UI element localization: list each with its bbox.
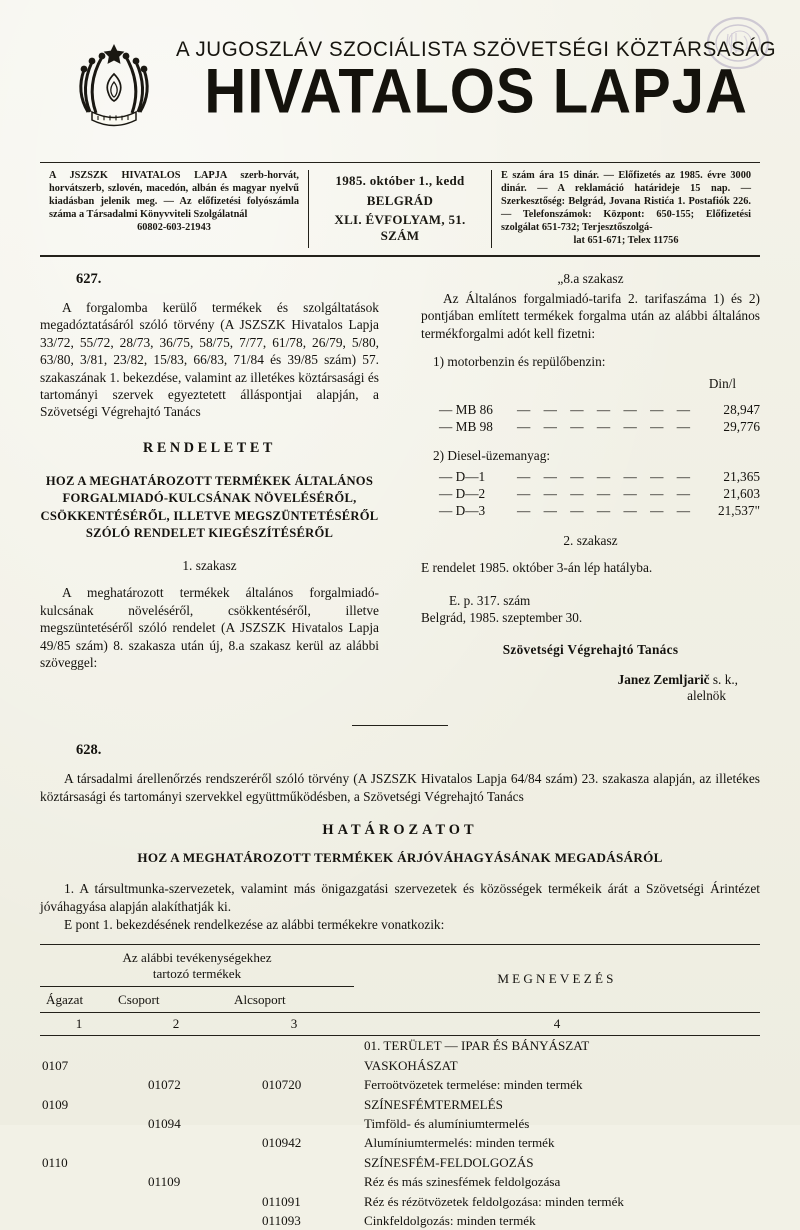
cell-alcsoport: 010942 xyxy=(262,1135,302,1151)
signatory-suffix: s. k., xyxy=(712,671,738,687)
cell-megnevezes: SZÍNESFÉMTERMELÉS xyxy=(364,1096,503,1112)
cell-alcsoport xyxy=(234,1114,354,1133)
info-subscription-note xyxy=(492,170,760,248)
price-dashes: — — — — — — — xyxy=(517,402,696,418)
table-row xyxy=(40,1075,760,1094)
cell-csoport xyxy=(118,1153,234,1172)
cell-alcsoport xyxy=(234,1056,354,1075)
table-header-agazat: Ágazat xyxy=(40,987,118,1013)
cell-csoport xyxy=(118,1211,234,1230)
cell-csoport xyxy=(118,1095,234,1114)
act627-signatory-role: alelnök xyxy=(687,687,726,703)
signatory-name: Janez Zemljarič xyxy=(617,671,710,687)
price-value: 21,537" xyxy=(718,503,760,519)
price-value: 29,776 xyxy=(723,419,760,435)
issue-date: 1985. október 1., kedd xyxy=(335,173,465,189)
cell-agazat: 0110 xyxy=(42,1154,68,1170)
section-divider-rule xyxy=(352,725,448,726)
info-left-account: 60802-603-21943 xyxy=(137,221,211,233)
masthead-title: HIVATALOS LAPJA xyxy=(204,56,748,127)
act-number-627: 627. xyxy=(76,270,102,287)
table-row xyxy=(40,1211,760,1230)
cell-agazat xyxy=(40,1036,118,1055)
table-header-alcsoport: Alcsoport xyxy=(234,987,354,1013)
products-table xyxy=(40,944,760,1230)
price-label: — MB 98 xyxy=(439,419,493,435)
colnum-3: 3 xyxy=(234,1013,354,1036)
price-value: 21,365 xyxy=(723,468,760,484)
cell-alcsoport xyxy=(234,1172,354,1191)
act627-subhead: HOZ A MEGHATÁROZOTT TERMÉKEK ÁLTALÁNOS FORGALMIADÓ-KULCSÁNAK NÖVELÉSÉRŐL, CSÖKKENTÉSÉRŐL, ILLETVE MEGSZÜNTETÉSÉRŐL SZÓLÓ RENDELET KIEGÉSZÍTÉSÉRŐL xyxy=(40,473,379,540)
cell-alcsoport xyxy=(234,1095,354,1114)
table-column-numbers xyxy=(40,1013,760,1036)
table-header-megnevezes: MEGNEVEZÉS xyxy=(497,971,617,987)
info-left-text: A JSZSZK HIVATALOS LAPJA szerb-horvát, horvátszerb, szlovén, macedón, albán és magyar nyelvű kiadásban jelenik meg. — Az előfizetési folyószámla száma a Társadalmi Könyvviteli Szolgálatnál xyxy=(49,170,299,220)
colnum-1: 1 xyxy=(40,1013,118,1036)
table-header-csoport: Csoport xyxy=(118,987,234,1013)
cell-agazat: 0107 xyxy=(42,1057,69,1073)
cell-csoport xyxy=(118,1133,234,1152)
yugoslav-state-emblem xyxy=(66,40,162,144)
price-value: 21,603 xyxy=(723,485,760,501)
two-column-area xyxy=(40,271,760,704)
act628-point1b: E pont 1. bekezdésének rendelkezése az alábbi termékekre vonatkozik: xyxy=(64,916,445,932)
price-list-benzin xyxy=(421,401,760,436)
price-label: — MB 86 xyxy=(439,402,493,418)
table-row xyxy=(40,1153,760,1172)
cell-alcsoport xyxy=(234,1036,354,1055)
act627-group1-label: 1) motorbenzin és repülőbenzin: xyxy=(433,354,606,370)
act627-quoted-text: Az Általános forgalmiadó-tarifa 2. tarifaszáma 1) és 2) pontjában említett termékek forgalma után az alábbi általános termékforgalmi adót kell fizetni: xyxy=(421,290,760,341)
document-body xyxy=(0,271,800,1230)
price-row xyxy=(421,502,760,519)
act627-sign-number: E. p. 317. szám xyxy=(449,592,531,608)
act628-subhead: HOZ A MEGHATÁROZOTT TERMÉKEK ÁRJÓVÁHAGYÁSÁNAK MEGADÁSÁRÓL xyxy=(137,850,663,866)
info-publication-note xyxy=(40,170,309,248)
info-issue-block xyxy=(309,170,492,248)
cell-agazat xyxy=(40,1114,118,1133)
price-row xyxy=(421,485,760,502)
info-right-text: E szám ára 15 dinár. — Előfizetés az 1985. évre 3000 dinár. — A reklamáció határideje 15 nap. — Szerkesztőség: Belgrád, Jovana Ristića 1. Postafiók 226. — Telefonszámok: Központ: 650-155; Előfizetési szolgálat 651-732; Terjesztőszolgá- xyxy=(501,170,751,233)
price-label: — D—1 xyxy=(439,468,486,484)
cell-alcsoport xyxy=(234,1153,354,1172)
cell-csoport xyxy=(118,1192,234,1211)
table-row xyxy=(40,1036,760,1055)
act-628 xyxy=(40,742,760,1230)
table-row xyxy=(40,1192,760,1211)
cell-agazat xyxy=(40,1192,118,1211)
column-left xyxy=(40,271,400,704)
act627-signing-body: Szövetségi Végrehajtó Tanács xyxy=(502,641,679,657)
cell-megnevezes: Réz és más szinesfémek feldolgozása xyxy=(364,1174,561,1190)
act627-sign-city: Belgrád, 1985. szeptember 30. xyxy=(421,609,583,625)
act627-signatory xyxy=(421,672,760,688)
cell-megnevezes: Cinkfeldolgozás: minden termék xyxy=(364,1212,536,1228)
cell-agazat xyxy=(40,1133,118,1152)
info-right-telex: lat 651-671; Telex 11756 xyxy=(573,234,679,246)
price-dashes: — — — — — — — xyxy=(517,419,696,435)
price-dashes: — — — — — — — xyxy=(517,485,696,501)
cell-agazat xyxy=(40,1172,118,1191)
column-right xyxy=(400,271,760,704)
act628-point1: 1. A társultmunka-szervezetek, valamint más önigazgatási szervezetek és közösségek termékeik árát a Szövetségi Árintézet jóváhagyása alapján alakíthatják ki. xyxy=(40,881,760,914)
cell-megnevezes: 01. TERÜLET — IPAR ÉS BÁNYÁSZAT xyxy=(364,1038,590,1054)
price-label: — D—3 xyxy=(439,503,486,519)
act628-decision-word: HATÁROZATOT xyxy=(322,822,478,839)
price-dashes: — — — — — — — xyxy=(517,503,696,519)
cell-megnevezes: SZÍNESFÉM-FELDOLGOZÁS xyxy=(364,1154,534,1170)
table-row xyxy=(40,1114,760,1133)
group-header-line2: tartozó termékek xyxy=(152,966,242,982)
issue-volume: XLI. ÉVFOLYAM, 51. SZÁM xyxy=(334,211,466,244)
act-number-628: 628. xyxy=(76,741,102,758)
masthead-line1: A JUGOSZLÁV SZOCIÁLISTA SZÖVETSÉGI KÖZTÁRSASÁG xyxy=(176,37,777,62)
cell-alcsoport: 011093 xyxy=(262,1212,301,1228)
table-group-header xyxy=(40,945,760,986)
act627-section2-text: E rendelet 1985. október 3-án lép hatályba. xyxy=(421,560,653,576)
table-row xyxy=(40,1133,760,1152)
cell-csoport: 01109 xyxy=(148,1174,181,1190)
cell-megnevezes: Réz és rézötvözetek feldolgozása: minden termék xyxy=(364,1193,624,1209)
cell-agazat xyxy=(40,1075,118,1094)
act627-section1-label: 1. szakasz xyxy=(182,558,237,574)
issue-city: BELGRÁD xyxy=(366,192,434,208)
cell-csoport: 01072 xyxy=(148,1077,181,1093)
cell-csoport xyxy=(118,1036,234,1055)
masthead xyxy=(0,0,800,163)
price-row xyxy=(421,418,760,435)
price-row xyxy=(421,401,760,418)
cell-csoport: 01094 xyxy=(148,1115,181,1131)
price-list-diesel xyxy=(421,468,760,520)
price-value: 28,947 xyxy=(723,402,760,418)
cell-csoport xyxy=(118,1056,234,1075)
colnum-2: 2 xyxy=(118,1013,234,1036)
act628-intro: A társadalmi árellenőrzés rendszeréről szóló törvény (A JSZSZK Hivatalos Lapja 64/84 szám) 23. szakasza alapján, az illetékes köztársasági és tartományi szervekkel együttműködésben, a Szövetségi Végrehajtó Tanács xyxy=(40,770,760,804)
table-row xyxy=(40,1172,760,1191)
act627-section2-label: 2. szakasz xyxy=(563,533,618,549)
cell-megnevezes: VASKOHÁSZAT xyxy=(364,1057,458,1073)
cell-megnevezes: Alumíniumtermelés: minden termék xyxy=(364,1135,555,1151)
group-header-line1: Az alábbi tevékenységekhez xyxy=(122,950,272,966)
table-group-header-label xyxy=(40,945,354,986)
price-row xyxy=(421,468,760,485)
act627-group2-label: 2) Diesel-üzemanyag: xyxy=(433,447,551,463)
act627-section1-text: A meghatározott termékek általános forgalmiadó-kulcsának növeléséről, csökkentéséről, illetve megszüntetéséről szóló rendelet (A JSZSZK Hivatalos Lapja 49/85 szám) 8. szakasza után új, 8.a szakasz kerül az alábbi szöveggel: xyxy=(40,585,379,670)
masthead-info-strip xyxy=(40,163,760,257)
act627-unit: Din/l xyxy=(708,376,736,392)
cell-agazat: 0109 xyxy=(42,1096,69,1112)
cell-megnevezes: Ferroötvözetek termelése: minden termék xyxy=(364,1077,583,1093)
cell-megnevezes: Timföld- és alumíniumtermelés xyxy=(364,1115,530,1131)
table-row xyxy=(40,1056,760,1075)
cell-alcsoport: 011091 xyxy=(262,1193,301,1209)
colnum-4: 4 xyxy=(354,1013,760,1036)
price-label: — D—2 xyxy=(439,485,486,501)
cell-alcsoport: 010720 xyxy=(262,1077,302,1093)
act627-quoted-head: „8.a szakasz xyxy=(557,270,624,286)
act627-decree-word: RENDELETET xyxy=(143,439,276,456)
act627-intro: A forgalomba kerülő termékek és szolgáltatások megadóztatásáról szóló törvény (A JSZSZK Hivatalos Lapja 33/72, 55/72, 28/73, 36/75, 58/75, 7/77, 61/78, 26/79, 5/80, 63/80, 3/81, 23/82, 15/83, 66/83, 71/84 és 39/85 szám) 57. szakaszának 1. bekezdése, valamint az illetékes köztársasági és tartományi szervek egyeztetett álláspontjai alapján, a Szövetségi Végrehajtó Tanács xyxy=(40,299,379,420)
cell-agazat xyxy=(40,1211,118,1230)
price-dashes: — — — — — — — xyxy=(517,468,696,484)
masthead-rule xyxy=(40,162,760,163)
table-row xyxy=(40,1095,760,1114)
